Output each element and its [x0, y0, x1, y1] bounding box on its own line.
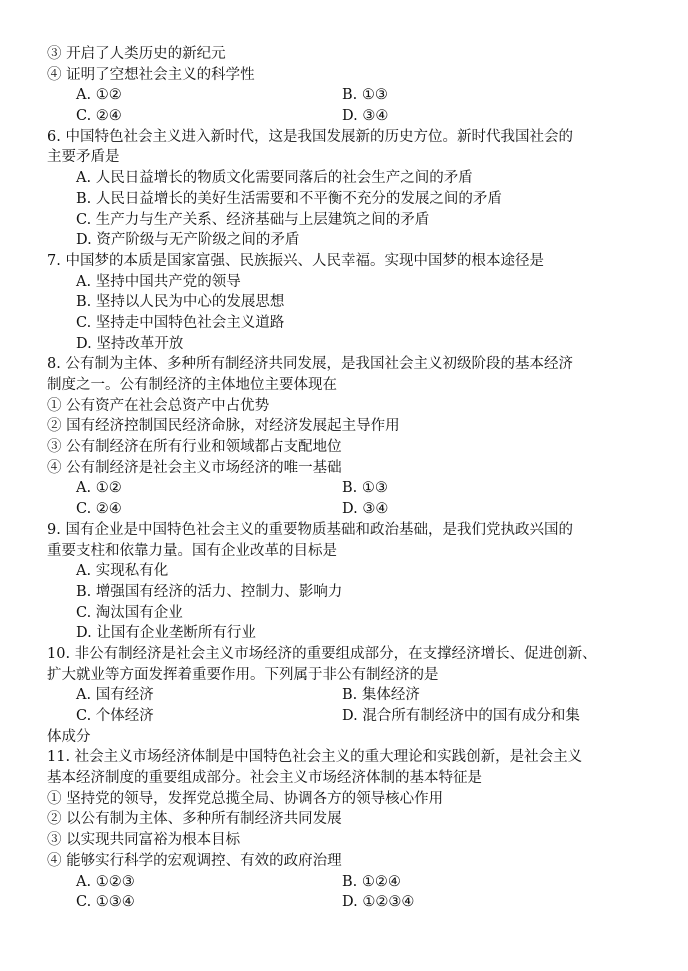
q5-option-d: D. ③④ [342, 108, 389, 125]
q9-option-d: D. 让国有企业垄断所有行业 [76, 625, 256, 642]
q10-option-d: D. 混合所有制经济中的国有成分和集 [342, 708, 580, 724]
q6-stem-line-2: 主要矛盾是 [47, 149, 120, 166]
q7-option-c: C. 坚持走中国特色社会主义道路 [76, 314, 285, 331]
q9-stem-line-1: 9. 国有企业是中国特色社会主义的重要物质基础和政治基础，是我们党执政兴国的 [47, 521, 573, 538]
q10-stem-line-1: 10. 非公有制经济是社会主义市场经济的重要组成部分，在支撑经济增长、促进创新、 [47, 645, 597, 662]
q11-statement-2: ② 以公有制为主体、多种所有制经济共同发展 [47, 811, 342, 828]
q7-option-d: D. 坚持改革开放 [76, 335, 184, 352]
q8-option-a: A. ①② [76, 480, 122, 497]
q5-option-b: B. ①③ [342, 87, 388, 104]
q6-option-b: B. 人民日益增长的美好生活需要和不平衡不充分的发展之间的矛盾 [76, 190, 502, 207]
q6-option-d: D. 资产阶级与无产阶级之间的矛盾 [76, 232, 300, 249]
q10-options-row-1 [47, 685, 647, 706]
q5-statement-4: ④ 证明了空想社会主义的科学性 [47, 66, 255, 83]
q7-option-b: B. 坚持以人民为中心的发展思想 [76, 294, 285, 311]
q5-option-c: C. ②④ [76, 108, 122, 125]
q8-option-d: D. ③④ [342, 501, 389, 518]
q8-stem-line-2: 制度之一。公有制经济的主体地位主要体现在 [47, 377, 337, 393]
q11-stem-line-1: 11. 社会主义市场经济体制是中国特色社会主义的重大理论和实践创新，是社会主义 [47, 749, 583, 766]
q8-statement-3: ③ 公有制经济在所有行业和领域都占支配地位 [47, 439, 342, 456]
q8-option-c: C. ②④ [76, 501, 122, 518]
q8-options-row-2 [47, 499, 647, 520]
q11-options-row-2 [47, 892, 647, 913]
q11-statement-3: ③ 以实现共同富裕为根本目标 [47, 832, 241, 849]
q8-options-row-1 [47, 478, 647, 499]
q11-option-d: D. ①②③④ [342, 894, 415, 911]
q8-statement-2: ② 国有经济控制国民经济命脉，对经济发展起主导作用 [47, 418, 400, 435]
q10-option-c: C. 个体经济 [76, 708, 154, 724]
q8-stem-line-1: 8. 公有制为主体、多种所有制经济共同发展，是我国社会主义初级阶段的基本经济 [47, 356, 573, 373]
q10-option-a: A. 国有经济 [76, 687, 154, 704]
q7-stem: 7. 中国梦的本质是国家富强、民族振兴、人民幸福。实现中国梦的根本途径是 [47, 252, 544, 269]
q9-stem-line-2: 重要支柱和依靠力量。国有企业改革的目标是 [47, 542, 337, 559]
q5-statement-3: ③ 开启了人类历史的新纪元 [47, 46, 226, 62]
q9-option-a: A. 实现私有化 [76, 563, 169, 580]
q11-option-a: A. ①②③ [76, 873, 135, 890]
exam-page [47, 44, 647, 913]
q10-option-d-continuation: 体成分 [47, 728, 91, 745]
q11-statement-1: ① 坚持党的领导，发挥党总揽全局、协调各方的领导核心作用 [47, 790, 444, 807]
q10-stem-line-2: 扩大就业等方面发挥着重要作用。下列属于非公有制经济的是 [47, 666, 439, 683]
q11-statement-4: ④ 能够实行科学的宏观调控、有效的政府治理 [47, 852, 342, 869]
q8-statement-1: ① 公有资产在社会总资产中占优势 [47, 397, 270, 414]
q10-options-row-2 [47, 706, 647, 727]
q6-stem-line-1: 6. 中国特色社会主义进入新时代，这是我国发展新的历史方位。新时代我国社会的 [47, 128, 573, 145]
q8-statement-4: ④ 公有制经济是社会主义市场经济的唯一基础 [47, 459, 342, 476]
q9-option-c: C. 淘汰国有企业 [76, 604, 183, 621]
q10-option-b: B. 集体经济 [342, 687, 420, 704]
q5-options-row-1 [47, 85, 647, 106]
q8-option-b: B. ①③ [342, 480, 388, 497]
q5-options-row-2 [47, 106, 647, 127]
q11-stem-line-2: 基本经济制度的重要组成部分。社会主义市场经济体制的基本特征是 [47, 770, 482, 787]
q11-options-row-1 [47, 872, 647, 893]
q11-option-b: B. ①②④ [342, 873, 401, 890]
q7-option-a: A. 坚持中国共产党的领导 [76, 273, 241, 290]
q6-option-c: C. 生产力与生产关系、经济基础与上层建筑之间的矛盾 [76, 211, 430, 228]
q5-option-a: A. ①② [76, 87, 122, 104]
q11-option-c: C. ①③④ [76, 894, 135, 911]
q9-option-b: B. 增强国有经济的活力、控制力、影响力 [76, 583, 343, 600]
q6-option-a: A. 人民日益增长的物质文化需要同落后的社会生产之间的矛盾 [76, 170, 473, 187]
